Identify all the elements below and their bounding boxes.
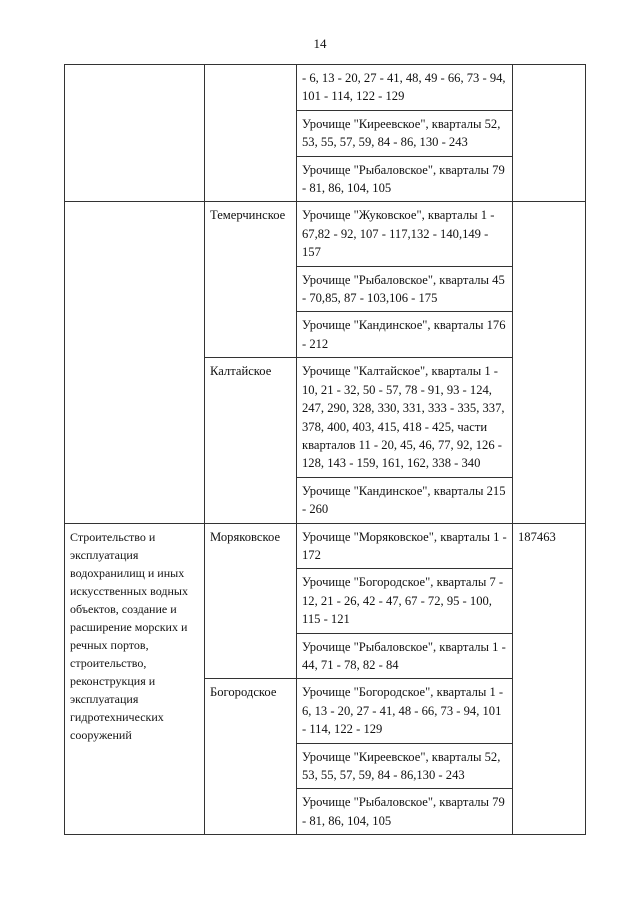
area-cell: 187463 (513, 523, 586, 835)
tract-cell: Урочище "Рыбаловское", кварталы 79 - 81, 86, 104, 105 (297, 789, 513, 835)
page-number: 14 (313, 36, 327, 51)
tract-cell: Урочище "Богородское", кварталы 1 - 6, 13 - 20, 27 - 41, 48 - 66, 73 - 94, 101 - 114, 122 - 129 (297, 679, 513, 743)
area-cell (513, 65, 586, 202)
table-body (65, 65, 586, 835)
table-row (65, 65, 586, 111)
tract-cell: Урочище "Рыбаловское", кварталы 45 - 70,85, 87 - 103,106 - 175 (297, 266, 513, 312)
tract-cell: Урочище "Моряковское", кварталы 1 - 172 (297, 523, 513, 569)
tract-cell: - 6, 13 - 20, 27 - 41, 48, 49 - 66, 73 - 94, 101 - 114, 122 - 129 (297, 65, 513, 111)
tract-cell: Урочище "Кандинское", кварталы 176 - 212 (297, 312, 513, 358)
tract-cell: Урочище "Киреевское", кварталы 52, 53, 55, 57, 59, 84 - 86,130 - 243 (297, 743, 513, 789)
purpose-cell: Строительство и эксплуатация водохранилищ и иных искусственных водных объектов, создание и расширение морских и речных портов, строительство, реконструкция и эксплуатация гидротехнических сооружений (65, 523, 205, 835)
tract-cell: Урочище "Калтайское", кварталы 1 - 10, 21 - 32, 50 - 57, 78 - 91, 93 - 124, 247, 290, 328, 330, 331, 333 - 335, 337, 378, 400, 403, 415, 418 - 425, части кварталов 11 - 20, 45, 46, 77, 92, 126 - 128, 143 - 159, 161, 162, 338 - 340 (297, 358, 513, 477)
tract-cell: Урочище "Богородское", кварталы 7 - 12, 21 - 26, 42 - 47, 67 - 72, 95 - 100, 115 - 121 (297, 569, 513, 633)
district-cell: Моряковское (205, 523, 297, 679)
tract-cell: Урочище "Рыбаловское", кварталы 1 - 44, 71 - 78, 82 - 84 (297, 633, 513, 679)
purpose-cell (65, 65, 205, 202)
forest-areas-table (64, 64, 586, 835)
table-row (65, 523, 586, 569)
table-row (65, 202, 586, 266)
tract-cell: Урочище "Киреевское", кварталы 52, 53, 55, 57, 59, 84 - 86, 130 - 243 (297, 110, 513, 156)
tract-cell: Урочище "Жуковское", кварталы 1 - 67,82 - 92, 107 - 117,132 - 140,149 - 157 (297, 202, 513, 266)
area-cell (513, 202, 586, 523)
tract-cell: Урочище "Кандинское", кварталы 215 - 260 (297, 477, 513, 523)
purpose-cell (65, 202, 205, 523)
district-cell (205, 65, 297, 202)
tract-cell: Урочище "Рыбаловское", кварталы 79 - 81, 86, 104, 105 (297, 156, 513, 202)
district-cell: Темерчинское (205, 202, 297, 358)
district-cell: Богородское (205, 679, 297, 835)
district-cell: Калтайское (205, 358, 297, 523)
